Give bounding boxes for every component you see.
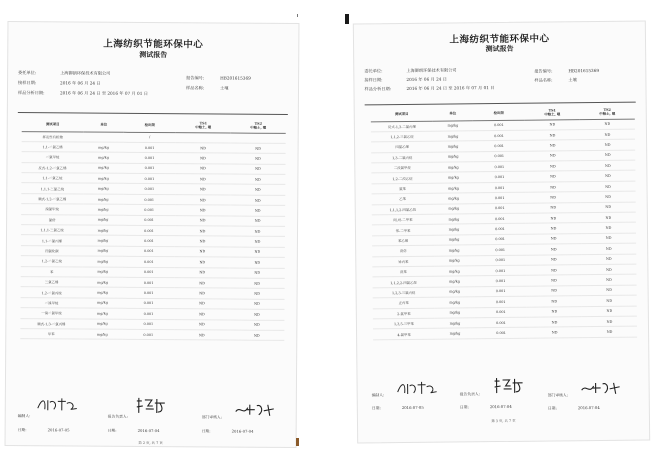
cell-item: 挥发性有机物	[22, 131, 84, 142]
cell-ts1: ND	[526, 202, 581, 213]
compiler-signature	[396, 380, 440, 396]
cell-limit: 0.001	[123, 267, 175, 278]
cell-ts2: ND	[581, 243, 636, 254]
cell-item: 1,1,1,2-四氯乙烷	[372, 204, 434, 215]
report-subtitle: 测试报告	[139, 49, 168, 60]
cell-unit: mg/kg	[83, 163, 123, 174]
cell-unit: mg/kg	[434, 235, 474, 246]
cell-ts1: ND	[527, 285, 582, 296]
cell-ts2: ND	[230, 278, 285, 289]
cell-limit: 0.001	[123, 194, 175, 205]
sample-label: 样品名称:	[186, 85, 205, 91]
cell-unit: mg/kg	[433, 131, 473, 142]
cell-limit: 0.001	[124, 142, 176, 153]
cell-unit: mg/kg	[435, 318, 475, 329]
cell-limit: 0.001	[474, 213, 526, 224]
cell-item: 1,3-二氯丙烷	[371, 152, 433, 163]
cell-item: 氯苯	[371, 183, 433, 194]
results-table-body	[371, 119, 637, 340]
cell-item: 正丙苯	[373, 297, 435, 308]
cell-unit: mg/kg	[435, 307, 475, 318]
cell-ts2: ND	[580, 171, 635, 182]
client-label: 委托单位:	[364, 68, 383, 74]
cell-item: 乙苯	[372, 193, 434, 204]
received-label: 接样日期:	[18, 80, 37, 86]
cell-ts1: ND	[175, 195, 230, 206]
cell-unit: mg/kg	[82, 298, 122, 309]
cell-ts2: ND	[582, 295, 637, 306]
col-header-item: 测试项目	[371, 108, 433, 122]
cell-ts2: ND	[229, 309, 284, 320]
cell-ts1: ND	[525, 150, 580, 161]
cell-item: 1,1,2,2-四氯乙烷	[372, 277, 434, 288]
cell-ts2: ND	[229, 330, 284, 341]
cell-ts2: ND	[581, 202, 636, 213]
cell-limit: 0.001	[474, 276, 526, 287]
header-divider	[18, 112, 288, 115]
cell-unit: mg/kg	[83, 215, 123, 226]
cell-item: 2-氯甲苯	[373, 308, 435, 319]
cell-limit: 0.001	[123, 163, 175, 174]
cell-ts1: ND	[175, 184, 230, 195]
cell-ts1: ND	[175, 153, 230, 164]
cell-ts1: ND	[527, 317, 582, 328]
cell-unit: mg/kg	[434, 193, 474, 204]
cell-limit: 0.001	[123, 184, 175, 195]
scan-mark	[345, 14, 349, 24]
cell-item: 氯仿	[21, 214, 83, 225]
cell-ts2: ND	[582, 316, 637, 327]
cell-limit: 0.001	[122, 319, 174, 330]
received-value: 2016 年 06 月 24 日	[60, 80, 101, 86]
cell-ts2: ND	[230, 174, 285, 185]
cell-item: 1,2-二溴乙烷	[371, 173, 433, 184]
cell-ts1: ND	[525, 182, 580, 193]
cell-ts1: ND	[175, 163, 230, 174]
period-label: 样品分析日期:	[364, 86, 392, 92]
cell-ts2: ND	[580, 160, 635, 171]
cell-limit: 0.001	[474, 265, 526, 276]
period-label: 样品分析日期:	[17, 90, 45, 96]
cell-item: 四氯乙烯	[371, 141, 433, 152]
approver-signature	[234, 402, 278, 418]
cell-item: 1,1-二氯乙烷	[21, 173, 83, 184]
cell-item: 反式-1,3-二氯丙烯	[371, 121, 433, 132]
period-value: 2016 年 06 月 24 日 至 2016 年 07 月 01 日	[59, 90, 148, 96]
cell-unit: mg/kg	[434, 214, 474, 225]
cell-ts1: ND	[525, 171, 580, 182]
cell-ts1: ND	[174, 309, 229, 320]
table-row	[20, 329, 284, 341]
cell-unit: mg/kg	[84, 142, 124, 153]
approver-label: 部门审核人:	[547, 392, 569, 398]
cell-ts2: ND	[580, 129, 635, 140]
cell-ts1: ND	[525, 140, 580, 151]
date-value-1: 2016-07-05	[401, 404, 424, 411]
cell-item: 溴苯	[372, 266, 434, 277]
cell-ts1: ND	[526, 254, 581, 265]
cell-item: 二溴氯甲烷	[371, 162, 433, 173]
cell-item: 间,对-二甲苯	[372, 214, 434, 225]
cell-unit: mg/kg	[82, 329, 122, 340]
cell-ts2: ND	[230, 268, 285, 279]
col-header-item: 测试项目	[22, 118, 84, 131]
cell-limit: 0.001	[473, 161, 525, 172]
cell-limit: 0.001	[123, 256, 175, 267]
cell-ts1: ND	[175, 257, 230, 268]
cell-ts2: ND	[581, 233, 636, 244]
cell-unit: mg/kg	[83, 246, 123, 257]
cell-limit: 0.001	[474, 224, 526, 235]
cell-item: 三氯乙烯	[21, 277, 83, 288]
cell-unit: mg/kg	[83, 225, 123, 236]
cell-ts1: ND	[175, 246, 230, 257]
date-label-2: 日期:	[459, 404, 469, 410]
cell-unit: mg/kg	[435, 287, 475, 298]
cell-unit: mg/kg	[434, 255, 474, 266]
col-header-unit: 单位	[84, 119, 124, 132]
cell-ts2: ND	[581, 264, 636, 275]
scan-mark	[296, 438, 299, 446]
cell-limit: 0.001	[474, 255, 526, 266]
cell-limit: 0.001	[122, 329, 174, 340]
cell-ts1: ND	[174, 330, 229, 341]
cell-ts1: ND	[527, 327, 582, 338]
cell-item: 顺式-1,2-二氯乙烯	[21, 193, 83, 204]
received-value: 2016 年 06 月 24 日	[406, 76, 447, 82]
cell-unit: mg/kg	[83, 204, 123, 215]
cell-ts1: ND	[526, 233, 581, 244]
cell-item: 二溴甲烷	[20, 297, 82, 308]
cell-limit: 0.001	[123, 288, 175, 299]
date-value-1: 2016-07-05	[47, 427, 70, 433]
cell-unit: mg/kg	[433, 151, 473, 162]
cell-ts1: ND	[175, 236, 230, 247]
cell-limit: 0.001	[123, 225, 175, 236]
cell-unit: mg/kg	[82, 319, 122, 330]
cell-unit: mg/kg	[433, 141, 473, 152]
approver-signature	[580, 380, 624, 396]
cell-limit: /	[124, 132, 176, 143]
cell-item: 1,2-二氯乙烷	[21, 256, 83, 267]
cell-item: 1,2-二氯丙烷	[21, 287, 83, 298]
cell-ts1: ND	[175, 215, 230, 226]
compiler-label: 编制人:	[371, 392, 385, 398]
cell-unit: mg/kg	[435, 328, 475, 339]
approver-label: 部门审核人:	[201, 414, 223, 420]
report-title: 上海纺织节能环保中心	[103, 38, 204, 51]
col-header-limit: 检出限	[124, 119, 176, 132]
reviewer-signature	[492, 377, 526, 395]
cell-item: 溴氯甲烷	[21, 204, 83, 215]
cell-item: 反式-1,2-二氯乙烯	[21, 162, 83, 173]
cell-item: 1,1,1-三氯乙烷	[21, 225, 83, 236]
cell-ts2: ND	[230, 184, 285, 195]
cell-ts1: ND	[527, 306, 582, 317]
cell-ts1: ND	[526, 244, 581, 255]
cell-limit: 0.001	[475, 296, 527, 307]
cell-limit: 0.001	[474, 244, 526, 255]
report-title: 上海纺织节能环保中心	[449, 33, 550, 46]
cell-limit: 0.001	[123, 215, 175, 226]
cell-item: 1,2,3-三氯丙烷	[373, 287, 435, 298]
cell-ts2: ND	[229, 320, 284, 331]
cell-limit: 0.001	[123, 277, 175, 288]
report-no-label: 报告编号:	[186, 75, 205, 81]
date-value-3: 2016-07-04	[231, 428, 254, 434]
report-page-right	[353, 20, 650, 443]
cell-limit: 0.001	[123, 173, 175, 184]
header-divider	[365, 102, 636, 106]
sample-value: 土壤	[568, 77, 577, 83]
received-label: 接样日期:	[364, 77, 383, 83]
page-number: 第 2 页, 共 7 页	[138, 440, 163, 446]
col-header-ts1: TS1 中粮土, 嗯	[176, 119, 231, 132]
client-value: 上海御朗环保技术有限公司	[406, 67, 457, 73]
cell-ts2: ND	[581, 222, 636, 233]
cell-limit: 0.001	[475, 307, 527, 318]
cell-item: 顺式-1,3-二氯丙烯	[20, 318, 82, 329]
cell-ts2: ND	[230, 288, 285, 299]
cell-item: 苯	[21, 266, 83, 277]
cell-unit: mg/kg	[434, 224, 474, 235]
cell-unit: mg/kg	[435, 297, 475, 308]
cell-limit: 0.001	[473, 172, 525, 183]
date-label-3: 日期:	[201, 428, 211, 434]
cell-item: 甲苯	[20, 329, 82, 340]
cell-limit: 0.001	[122, 308, 174, 319]
cell-ts1: ND	[527, 296, 582, 307]
col-header-ts2: TS2 中粮土, 嗯	[580, 106, 635, 120]
sample-value: 土壤	[220, 85, 229, 91]
cell-unit	[84, 132, 124, 143]
page-number: 第 3 页, 共 7 页	[491, 418, 516, 424]
cell-limit: 0.001	[473, 130, 525, 141]
cell-ts1: ND	[175, 278, 230, 289]
date-value-2: 2016-07-04	[137, 427, 160, 434]
cell-item: 异丙苯	[372, 256, 434, 267]
cell-ts1: ND	[526, 275, 581, 286]
cell-unit: mg/kg	[433, 162, 473, 173]
cell-limit: 0.001	[123, 205, 175, 216]
cell-ts2: ND	[581, 254, 636, 265]
cell-ts2: ND	[581, 274, 636, 285]
cell-ts2: ND	[582, 285, 637, 296]
cell-ts2: ND	[581, 212, 636, 223]
cell-ts1: ND	[175, 205, 230, 216]
col-header-ts1: TS1 中粮土, 嗯	[525, 106, 580, 120]
cell-item: 1,1,2-三氯乙烷	[371, 131, 433, 142]
reviewer-label: 报告负责人:	[459, 391, 480, 397]
cell-unit: mg/kg	[83, 173, 123, 184]
cell-limit: 0.001	[123, 246, 175, 257]
cell-ts2: ND	[230, 226, 285, 237]
cell-limit: 0.001	[475, 286, 527, 297]
cell-ts1: ND	[525, 119, 580, 130]
cell-limit: 0.001	[474, 234, 526, 245]
cell-ts1: ND	[175, 174, 230, 185]
cell-ts2: ND	[230, 216, 285, 227]
scan-mark	[297, 14, 298, 17]
sample-label: 样品名称:	[534, 77, 553, 83]
cell-limit: 0.001	[123, 153, 175, 164]
cell-ts1: ND	[525, 161, 580, 172]
cell-item: 二氯甲烷	[22, 152, 84, 163]
cell-unit: mg/kg	[83, 152, 123, 163]
cell-unit: mg/kg	[433, 183, 473, 194]
report-no-value: HB201615369	[220, 75, 251, 81]
cell-ts1: ND	[526, 192, 581, 203]
cell-limit: 0.001	[475, 317, 527, 328]
cell-item: 四氯化碳	[21, 245, 83, 256]
cell-ts1: ND	[525, 130, 580, 141]
cell-limit: 0.001	[122, 298, 174, 309]
cell-ts2: ND	[581, 191, 636, 202]
client-value: 上海御朗环保技术有限公司	[60, 70, 111, 76]
report-no-value: HB201615369	[568, 67, 600, 74]
cell-limit: 0.001	[473, 120, 525, 131]
cell-item: 1,1-二氯乙烯	[22, 141, 84, 152]
col-header-ts2: TS2 中粮土, 嗯	[231, 120, 286, 133]
cell-item: 1,1-二氯丙烯	[21, 235, 83, 246]
compiler-signature	[36, 396, 80, 412]
cell-unit: mg/kg	[434, 276, 474, 287]
cell-unit: mg/kg	[434, 245, 474, 256]
cell-ts2: ND	[229, 299, 284, 310]
cell-ts2: ND	[582, 306, 637, 317]
period-value: 2016 年 06 月 24 日 至 2016 年 07 月 01 日	[406, 85, 495, 91]
cell-ts2: ND	[230, 236, 285, 247]
cell-item: 1,3,5-三甲苯	[373, 318, 435, 329]
cell-ts2: ND	[230, 257, 285, 268]
date-label-1: 日期:	[371, 405, 381, 411]
cell-ts1: ND	[175, 226, 230, 237]
report-page-left	[5, 21, 300, 448]
date-label-3: 日期:	[547, 405, 557, 411]
table-row	[373, 326, 637, 339]
cell-unit: mg/kg	[83, 194, 123, 205]
cell-ts1: ND	[526, 265, 581, 276]
cell-limit: 0.001	[473, 182, 525, 193]
cell-item: 4-氯甲苯	[373, 329, 435, 340]
results-table	[20, 118, 286, 341]
date-label-2: 日期:	[107, 427, 117, 433]
cell-ts2: ND	[230, 247, 285, 258]
cell-unit: mg/kg	[434, 266, 474, 277]
report-subtitle: 测试报告	[485, 43, 514, 54]
cell-ts1: ND	[175, 267, 230, 278]
results-table	[371, 106, 637, 340]
cell-ts1: ND	[526, 223, 581, 234]
cell-limit: 0.001	[473, 151, 525, 162]
cell-unit: mg/kg	[434, 203, 474, 214]
cell-ts1: ND	[174, 319, 229, 330]
cell-ts1	[176, 132, 231, 143]
cell-limit: 0.001	[475, 328, 527, 339]
cell-ts2: ND	[230, 205, 285, 216]
cell-item: 1,1,1-三氯乙烷	[21, 183, 83, 194]
cell-item: 溴仿	[372, 245, 434, 256]
cell-ts1: ND	[174, 298, 229, 309]
cell-unit: mg/kg	[433, 172, 473, 183]
cell-unit: mg/kg	[83, 267, 123, 278]
client-label: 委托单位:	[18, 70, 37, 76]
col-header-unit: 单位	[433, 107, 473, 120]
cell-ts2: ND	[580, 139, 635, 150]
cell-limit: 0.001	[123, 236, 175, 247]
cell-unit: mg/kg	[433, 120, 473, 131]
cell-ts2: ND	[231, 143, 286, 154]
date-label-1: 日期:	[17, 427, 27, 433]
date-value-2: 2016-07-04	[489, 403, 512, 410]
cell-ts2: ND	[230, 195, 285, 206]
cell-ts1: ND	[526, 213, 581, 224]
cell-item: 一溴二氯甲烷	[20, 308, 82, 319]
date-value-3: 2016-07-04	[577, 404, 600, 411]
cell-limit: 0.001	[474, 192, 526, 203]
cell-ts2: ND	[580, 150, 635, 161]
cell-ts1: ND	[176, 143, 231, 154]
cell-unit: mg/kg	[83, 287, 123, 298]
cell-ts2: ND	[582, 326, 637, 337]
cell-item: 邻-二甲苯	[372, 225, 434, 236]
reviewer-signature	[134, 397, 168, 415]
cell-ts2: ND	[230, 153, 285, 164]
cell-ts1: ND	[175, 288, 230, 299]
cell-ts2: ND	[230, 164, 285, 175]
compiler-label: 编制人:	[17, 413, 31, 419]
cell-ts2: ND	[580, 119, 635, 130]
reviewer-label: 报告负责人:	[107, 413, 129, 419]
cell-unit: mg/kg	[82, 308, 122, 319]
cell-ts2	[231, 133, 286, 144]
cell-ts2: ND	[580, 181, 635, 192]
cell-unit: mg/kg	[83, 277, 123, 288]
results-table-body	[20, 131, 285, 341]
cell-limit: 0.001	[474, 203, 526, 214]
cell-item: 苯乙烯	[372, 235, 434, 246]
cell-unit: mg/kg	[83, 183, 123, 194]
col-header-limit: 检出限	[473, 107, 525, 121]
cell-unit: mg/kg	[83, 256, 123, 267]
report-no-label: 报告编号:	[534, 68, 553, 74]
cell-limit: 0.001	[473, 141, 525, 152]
cell-unit: mg/kg	[83, 235, 123, 246]
